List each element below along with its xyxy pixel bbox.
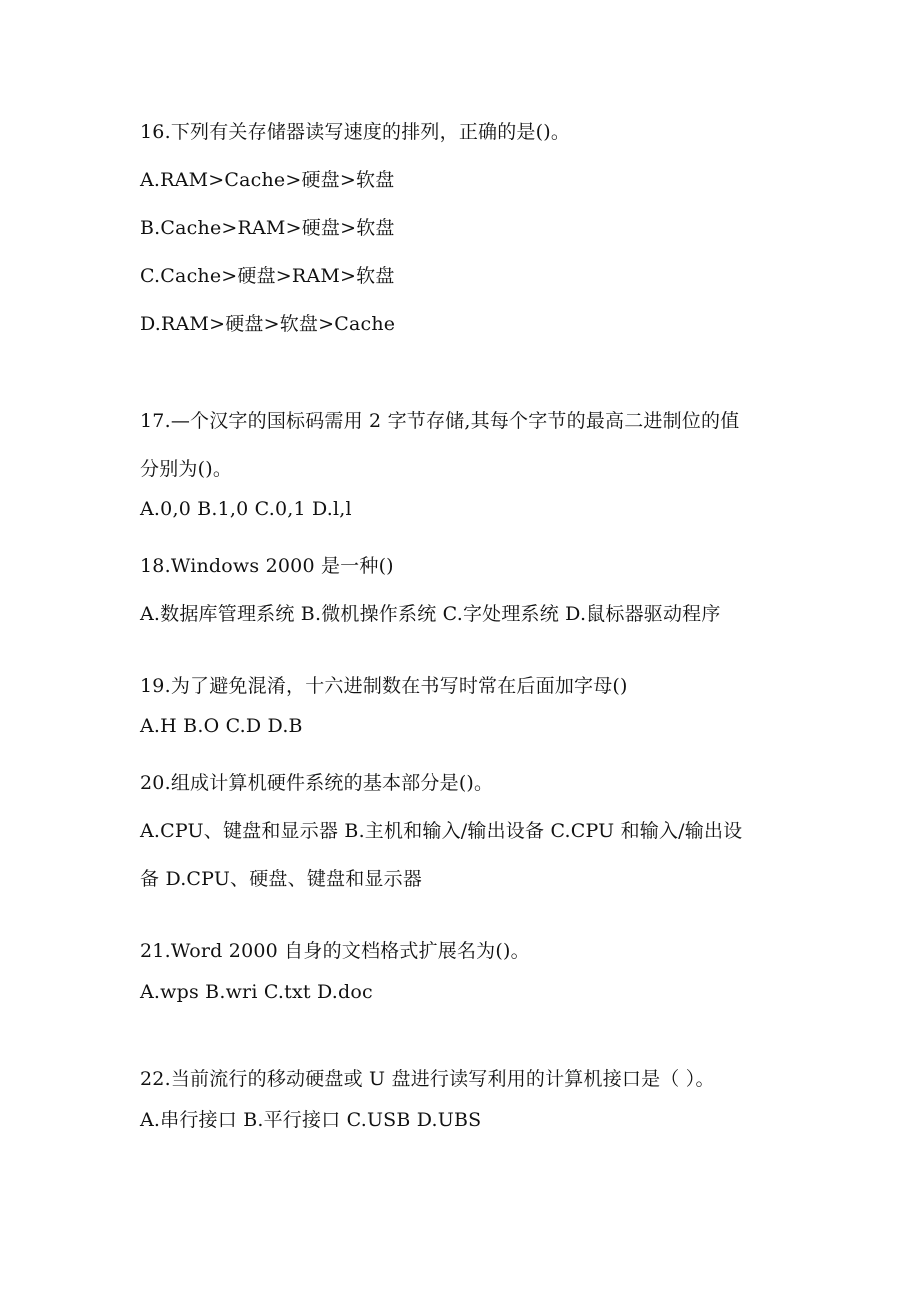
question-16-option-c: C.Cache>硬盘>RAM>软盘 bbox=[140, 265, 395, 287]
question-17-text-continued: 分别为()。 bbox=[140, 458, 233, 480]
question-22-options: A.串行接口 B.平行接口 C.USB D.UBS bbox=[140, 1109, 482, 1131]
question-16-text: 16.下列有关存储器读写速度的排列，正确的是()。 bbox=[140, 121, 571, 143]
question-17-options: A.0,0 B.1,0 C.0,1 D.l,l bbox=[140, 498, 352, 520]
question-19-options: A.H B.O C.D D.B bbox=[140, 715, 303, 737]
question-20-options: A.CPU、键盘和显示器 B.主机和输入/输出设备 C.CPU 和输入/输出设 bbox=[140, 820, 743, 842]
question-20-options-continued: 备 D.CPU、硬盘、键盘和显示器 bbox=[140, 868, 423, 890]
question-16-option-b: B.Cache>RAM>硬盘>软盘 bbox=[140, 217, 395, 239]
question-16-option-a: A.RAM>Cache>硬盘>软盘 bbox=[140, 169, 395, 191]
question-18-options: A.数据库管理系统 B.微机操作系统 C.字处理系统 D.鼠标器驱动程序 bbox=[140, 603, 721, 625]
question-19-text: 19.为了避免混淆，十六进制数在书写时常在后面加字母() bbox=[140, 675, 628, 697]
question-18-text: 18.Windows 2000 是一种() bbox=[140, 555, 394, 577]
question-22-text: 22.当前流行的移动硬盘或 U 盘进行读写利用的计算机接口是（ ）。 bbox=[140, 1068, 715, 1090]
question-21-text: 21.Word 2000 自身的文档格式扩展名为()。 bbox=[140, 940, 530, 962]
question-16-option-d: D.RAM>硬盘>软盘>Cache bbox=[140, 313, 396, 335]
question-21-options: A.wps B.wri C.txt D.doc bbox=[140, 981, 373, 1003]
question-17-text: 17.—个汉字的国标码需用 2 字节存储,其每个字节的最高二进制位的值 bbox=[140, 410, 740, 432]
question-20-text: 20.组成计算机硬件系统的基本部分是()。 bbox=[140, 772, 494, 794]
